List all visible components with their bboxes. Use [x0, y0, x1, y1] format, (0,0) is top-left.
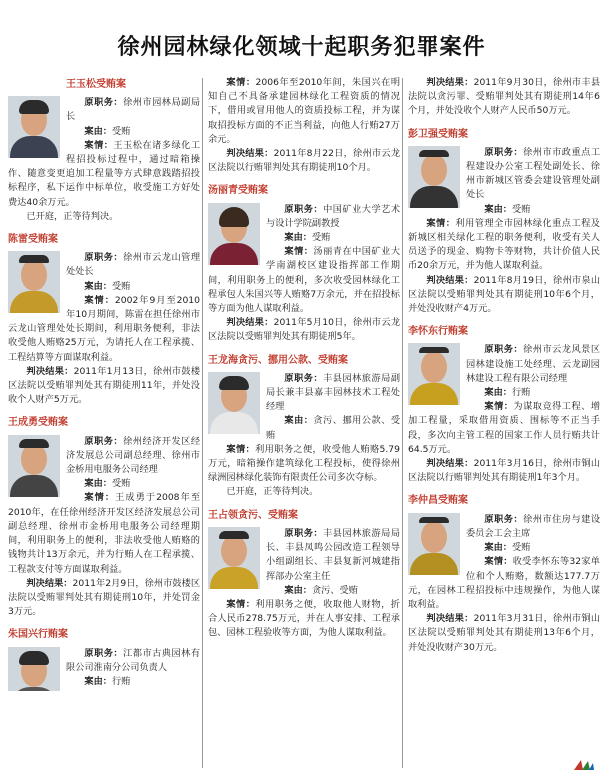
original-position: 徐州市住房与建设委员会工会主席 [466, 513, 600, 539]
case-facts: 王成勇于2008年至2010年，在任徐州经济开发区经济发展总公司副总经理、徐州市金桥用电服务公司经理期间，利用职务上的便利，非法收受他人贿赂的钱物共计13万余元，并为行贿人在工程承揽、工程款支付等方面谋取利益。 [8, 492, 200, 575]
case-facts: 利用职务之便，收取他人财物，折合人民币278.75万元，并在人事安排、工程承包、园林工程验收等方面，为他人谋取利益。 [208, 598, 400, 639]
case-facts: 2002年9月至2010年10月期间，陈雷在担任徐州市云龙山管理处处长期间，利用职务便利，非法收受他人贿赂25万元，为请托人在工程承揽、工程结算等方面谋取利益。 [8, 294, 200, 363]
portrait-photo [8, 647, 60, 691]
verdict: 2011年2月9日，徐州市鼓楼区法院以受贿罪判处其有期徒刑10年，并处罚金3万元。 [8, 577, 200, 618]
column-divider [202, 78, 203, 768]
case-chen-lei: 陈雷受贿案 原职务：徐州市云龙山管理处处长 案由：受贿 案情：2002年9月至2010年10月期间，陈雷在担任徐州市云龙山管理处处长期间，利用职务便利，非法收受他人贿赂25万元，为请托人在工程承揽、工程结算等方面谋取利益。 判决结果：2011年1月13日，徐州市鼓楼区法院以受贿罪判处其有期徒刑11年，并处没收个人财产5万元。 [8, 234, 200, 406]
case-title: 王成勇受贿案 [8, 417, 68, 429]
case-title: 朱国兴行贿案 [8, 629, 68, 641]
case-li-zhongchang: 李仲昌受贿案 原职务：徐州市住房与建设委员会工会主席 案由：受贿 案情：收受李怀东等32家单位和个人贿赂，数额达177.7万元，在园林工程招投标中违规操作，为他人谋取利益。 判决结果：2011年3月31日，徐州市铜山区法院以受贿罪判处其有期徒刑13年6个月，并处没收财产30万元。 [408, 495, 600, 653]
case-zhu-guoxing-start: 朱国兴行贿案 原职务：江都市古典园林有限公司淮南分公司负责人 案由：行贿 [8, 628, 200, 692]
case-title: 王龙海贪污、挪用公款、受贿案 [208, 354, 348, 366]
portrait-photo [208, 372, 260, 434]
charge: 受贿 [111, 280, 131, 292]
case-title: 汤丽青受贿案 [208, 185, 268, 197]
portrait-photo [8, 251, 60, 313]
original-position: 徐州经济开发区经济发展总公司副总经理、徐州市金桥用电服务公司经理 [66, 435, 200, 476]
portrait-photo [408, 146, 460, 208]
case-li-huaidong: 李怀东行贿案 原职务：徐州市云龙风景区园林建设施工处经理、云龙副园林建设工程有限公司经理 案由：行贿 案情：为谋取竞得工程、增加工程量，采取借用资质、围标等不正当手段，多次向主管工程的国家工作人员行贿共计64.5万元。 判决结果：2011年3月16日，徐州市铜山区法院以行贿罪判处其有期徒刑1年3个月。 [408, 326, 600, 484]
verdict: 2011年8月22日，徐州市云龙区法院以行贿罪判处其有期徒刑10个月。 [208, 148, 401, 174]
portrait-photo [208, 203, 260, 265]
verdict: 2011年3月16日，徐州市铜山区法院以行贿罪判处其有期徒刑1年3个月。 [408, 458, 600, 484]
original-position: 中国矿业大学艺术与设计学院副教授 [266, 203, 400, 229]
original-position: 徐州市云龙山管理处处长 [66, 252, 200, 278]
case-facts: 为谋取竞得工程、增加工程量，采取借用资质、围标等不正当手段，多次向主管工程的国家工作人员行贿共计64.5万元。 [408, 401, 600, 455]
verdict: 2011年9月30日，徐州市丰县法院以贪污罪、受贿罪判处其有期徒刑14年6个月，并处没收个人财产人民币50万元。 [408, 77, 601, 117]
case-title: 彭卫强受贿案 [408, 128, 468, 140]
case-facts: 王玉松在诸多绿化工程招投标过程中，通过暗箱操作、随意变更追加工程量等方式肆意践踏招投标程序，私下运作中标单位，收受施工方好处费达40余万元。 [8, 139, 200, 208]
original-position: 丰县园林旅游局局长、丰县凤鸣公园改造工程领导小组副组长、丰县复新河城建指挥部办公室主任 [266, 527, 400, 582]
charge: 受贿 [311, 232, 331, 244]
original-position: 丰县园林旅游局副局长兼丰县嘉丰园林技术工程处经理 [266, 372, 400, 413]
case-facts: 收受李怀东等32家单位和个人贿赂，数额达177.7万元，在园林工程招投标中违规操作，为他人谋取利益。 [408, 556, 600, 610]
column-divider [402, 78, 403, 768]
page-title: 徐州园林绿化领域十起职务犯罪案件 [117, 35, 486, 60]
original-position: 徐州市市政重点工程建设办公室工程处副处长、徐州市新城区管委会建设管理处副处长 [466, 146, 600, 201]
charge: 行贿 [511, 387, 531, 399]
verdict: 2011年1月13日，徐州市鼓楼区法院以受贿罪判处其有期徒刑11年，并处没收个人财产5万元。 [8, 365, 200, 406]
charge: 受贿 [511, 542, 531, 554]
publisher-logo-icon [573, 758, 595, 772]
case-facts: 利用管理全市园林绿化重点工程及新城区相关绿化工程的职务便利，收受有关人员送予的现金、购物卡等财物，共计价值人民币20余万元，并为他人谋取利益。 [408, 217, 600, 272]
portrait-photo [8, 96, 60, 158]
portrait-photo [408, 513, 460, 575]
verdict: 2011年8月19日，徐州市泉山区法院以受贿罪判处其有期徒刑10年6个月，并处没收财产4万元。 [408, 274, 600, 315]
case-zhu-guoxing-cont: 案情：2006年至2010年间，朱国兴在明知自己不具备承建园林绿化工程资质的情况下，借用或冒用他人的资质投标工程，并为谋取招投标方面的不正当利益，向他人行贿27万余元。 判决结果：2011年8月22日，徐州市云龙区法院以行贿罪判处其有期徒刑10个月。 [208, 77, 401, 174]
original-position: 徐州市园林局副局长 [66, 97, 200, 123]
verdict: 2011年5月10日，徐州市云龙区法院以受贿罪判处其有期徒刑5年。 [208, 317, 400, 343]
case-title: 李仲昌受贿案 [408, 495, 468, 507]
portrait-photo [408, 343, 460, 405]
case-status: 已开庭，正等待判决。 [226, 486, 319, 498]
case-status: 已开庭，正等待判决。 [26, 210, 119, 222]
portrait-photo [208, 527, 260, 589]
case-wang-zhanling-cont: 判决结果：2011年9月30日，徐州市丰县法院以贪污罪、受贿罪判处其有期徒刑14年6个月，并处没收个人财产人民币50万元。 [408, 77, 601, 117]
case-wang-yusong: 王玉松受贿案 原职务：徐州市园林局副局长 案由：受贿 案情：王玉松在诸多绿化工程招投标过程中，通过暗箱操作、随意变更追加工程量等方式肆意践踏招投标程序，私下运作中标单位，收受施工方好处费达40余万元。 已开庭，正等待判决。 [8, 78, 200, 224]
case-wang-longhai: 王龙海贪污、挪用公款、受贿案 原职务：丰县园林旅游局副局长兼丰县嘉丰园林技术工程处经理 案由：贪污、挪用公款、受贿 案情：利用职务之便，收受他人贿赂5.79万元，暗箱操作建筑绿化工程投标，使得徐州绿洲园林绿化装饰有限责任公司多次夺标。 已开庭，正等待判决。 [208, 354, 400, 500]
case-wang-zhanling: 王占领贪污、受贿案 原职务：丰县园林旅游局局长、丰县凤鸣公园改造工程领导小组副组长、丰县复新河城建指挥部办公室主任 案由：贪污、受贿 案情：利用职务之便，收取他人财物，折合人民币278.75万元，并在人事安排、工程承包、园林工程验收等方面，为他人谋取利益。 [208, 509, 400, 639]
case-facts: 2006年至2010年间，朱国兴在明知自己不具备承建园林绿化工程资质的情况下，借用或冒用他人的资质投标工程，并为谋取招投标方面的不正当利益，向他人行贿27万余元。 [208, 77, 401, 145]
charge: 受贿 [111, 478, 131, 490]
verdict: 2011年3月31日，徐州市铜山区法院以受贿罪判处其有期徒刑13年6个月，并处没收财产30万元。 [408, 613, 600, 653]
column-right [408, 76, 600, 664]
case-peng-weiqiang: 彭卫强受贿案 原职务：徐州市市政重点工程建设办公室工程处副处长、徐州市新城区管委会建设管理处副处长 案由：受贿 案情：利用管理全市园林绿化重点工程及新城区相关绿化工程的职务便利，收受有关人员送予的现金、购物卡等财物，共计价值人民币20余万元，并为他人谋取利益。 判决结果：2011年8月19日，徐州市泉山区法院以受贿罪判处其有期徒刑10年6个月，并处没收财产4万元。 [408, 128, 600, 315]
portrait-photo [8, 435, 60, 497]
case-title: 李怀东行贿案 [408, 326, 468, 338]
case-title: 王玉松受贿案 [66, 79, 126, 90]
charge: 贪污、受贿 [311, 584, 358, 596]
original-position: 江都市古典园林有限公司淮南分公司负责人 [66, 647, 200, 673]
charge: 行贿 [111, 675, 131, 687]
charge: 贪污、挪用公款、受贿 [266, 415, 400, 441]
charge: 受贿 [511, 203, 531, 215]
case-tang-liqing: 汤丽青受贿案 原职务：中国矿业大学艺术与设计学院副教授 案由：受贿 案情：汤丽青在中国矿业大学南湖校区建设指挥部工作期间，利用职务上的便利，多次收受园林绿化工程承包人朱国兴等人贿赂7万余元，并在招投标等方面为他人谋取利益。 判决结果：2011年5月10日，徐州市云龙区法院以受贿罪判处其有期徒刑5年。 [208, 185, 400, 343]
original-position: 徐州市云龙风景区园林建设施工处经理、云龙副园林建设工程有限公司经理 [466, 344, 600, 384]
case-title: 王占领贪污、受贿案 [208, 509, 298, 521]
charge: 受贿 [111, 125, 131, 137]
case-title: 陈雷受贿案 [8, 234, 58, 246]
case-wang-chengyong: 王成勇受贿案 原职务：徐州经济开发区经济发展总公司副总经理、徐州市金桥用电服务公司经理 案由：受贿 案情：王成勇于2008年至2010年，在任徐州经济开发区经济发展总公司副总经理、徐州市金桥用电服务公司经理期间，利用职务上的便利，非法收受他人贿赂的钱物共计13万余元，并为行贿人在工程承揽、工程款支付等方面谋取利益。 判决结果：2011年2月9日，徐州市鼓楼区法院以受贿罪判处其有期徒刑10年，并处罚金3万元。 [8, 417, 200, 618]
case-facts: 利用职务之便，收受他人贿赂5.79万元，暗箱操作建筑绿化工程投标，使得徐州绿洲园林绿化装饰有限责任公司多次夺标。 [208, 443, 400, 484]
column-middle [208, 76, 400, 650]
case-facts: 汤丽青在中国矿业大学南湖校区建设指挥部工作期间，利用职务上的便利，多次收受园林绿化工程承包人朱国兴等人贿赂7万余元，并在招投标等方面为他人谋取利益。 [208, 246, 400, 315]
column-left [8, 76, 200, 702]
